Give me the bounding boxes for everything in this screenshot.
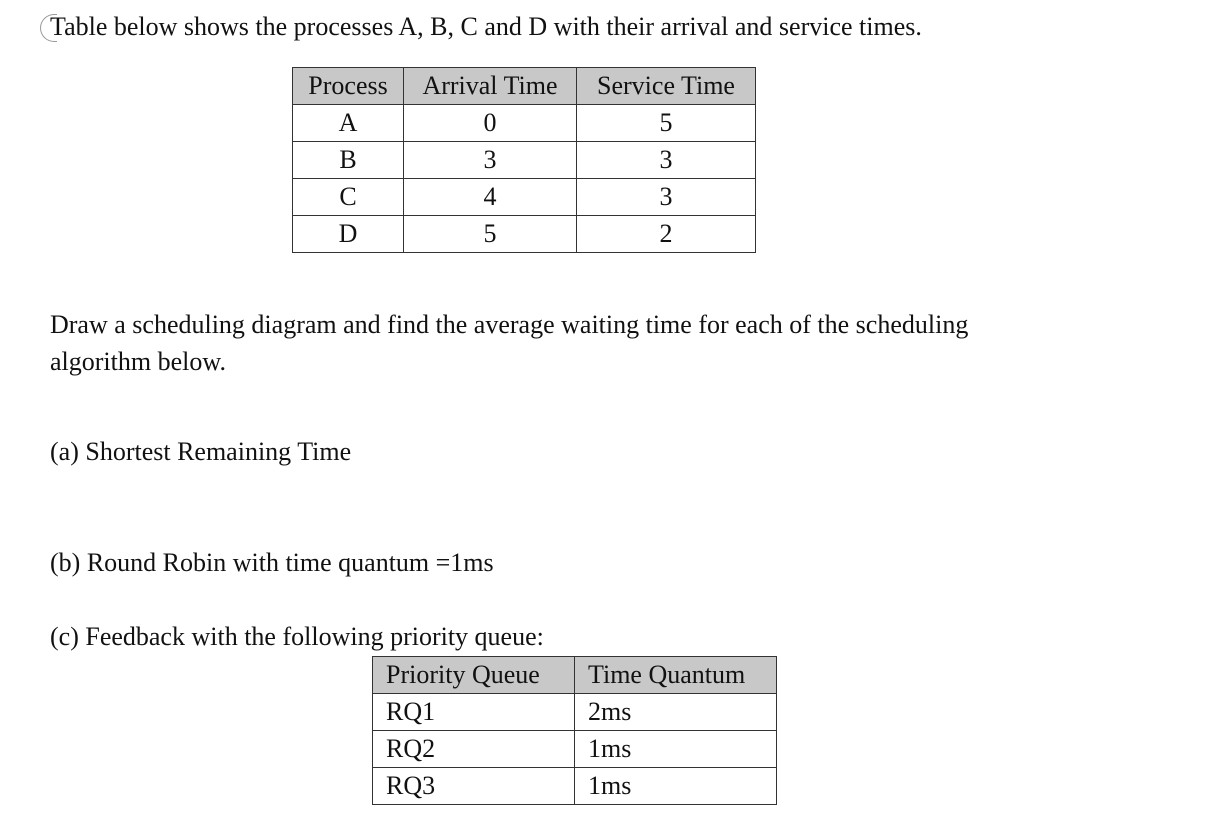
process-table-header-row	[293, 68, 756, 105]
header-service-time: Service Time	[577, 68, 756, 105]
header-time-quantum: Time Quantum	[575, 657, 777, 694]
table-row	[373, 694, 777, 731]
cell-queue: RQ1	[373, 694, 575, 731]
table-row	[293, 105, 756, 142]
process-table	[292, 67, 756, 253]
cell-process: C	[293, 179, 404, 216]
cell-service: 2	[577, 216, 756, 253]
header-process: Process	[293, 68, 404, 105]
cell-queue: RQ2	[373, 731, 575, 768]
cell-process: A	[293, 105, 404, 142]
header-arrival-time: Arrival Time	[404, 68, 577, 105]
instruction-text: Draw a scheduling diagram and find the average waiting time for each of the scheduling algorithm below.	[50, 310, 969, 376]
header-priority-queue: Priority Queue	[373, 657, 575, 694]
priority-table-header-row	[373, 657, 777, 694]
cell-quantum: 2ms	[575, 694, 777, 731]
question-c: (c) Feedback with the following priority queue:	[50, 622, 544, 651]
cell-service: 3	[577, 142, 756, 179]
table-row	[293, 142, 756, 179]
cell-arrival: 3	[404, 142, 577, 179]
cell-service: 5	[577, 105, 756, 142]
table-row	[293, 179, 756, 216]
cell-quantum: 1ms	[575, 768, 777, 805]
cell-arrival: 4	[404, 179, 577, 216]
table-row	[373, 768, 777, 805]
cell-queue: RQ3	[373, 768, 575, 805]
priority-queue-table	[372, 656, 777, 805]
cell-service: 3	[577, 179, 756, 216]
cell-arrival: 0	[404, 105, 577, 142]
cell-arrival: 5	[404, 216, 577, 253]
question-a: (a) Shortest Remaining Time	[50, 437, 352, 466]
table-row	[373, 731, 777, 768]
table-row	[293, 216, 756, 253]
cell-process: B	[293, 142, 404, 179]
cell-quantum: 1ms	[575, 731, 777, 768]
question-b: (b) Round Robin with time quantum =1ms	[50, 548, 494, 577]
cell-process: D	[293, 216, 404, 253]
intro-text: Table below shows the processes A, B, C and D with their arrival and service times.	[50, 12, 922, 41]
